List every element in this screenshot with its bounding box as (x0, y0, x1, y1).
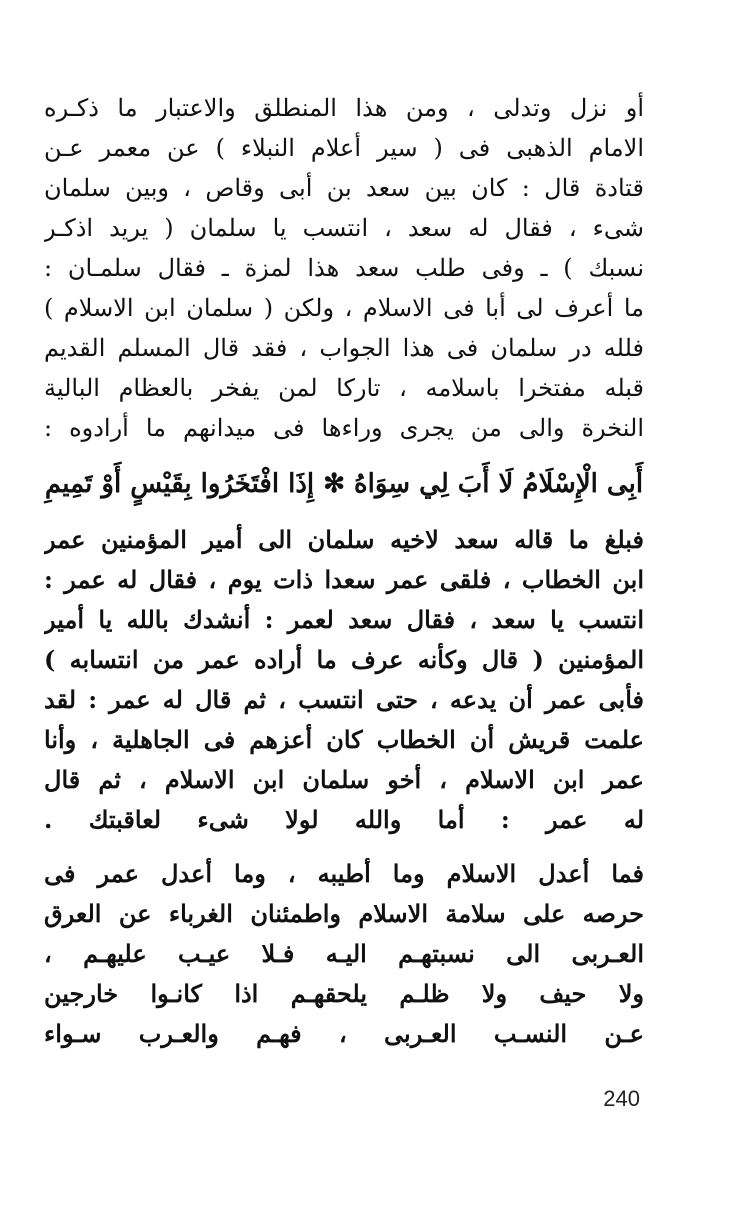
text-line: قتادة قال : كان بين سعد بن أبى وقاص ، وبين سلمان (44, 174, 644, 202)
text-line: عـن النسـب العـربى ، فهـم والعـرب سـواء (44, 1019, 644, 1048)
text-line: ما أعرف لى أبا فى الاسلام ، ولكن ( سلمان ابن الاسلام ) (44, 294, 644, 322)
text-line: المؤمنين ( قال وكأنه عرف ما أراده عمر من انتسابه ) (44, 645, 644, 674)
text-line: النخرة والى من يجرى وراءها فى ميدانهم ما أرادوه : (44, 414, 644, 442)
text-line: الامام الذهبى فى ( سير أعلام النبلاء ) عن معمر عـن (44, 134, 644, 162)
paragraph-2 (44, 520, 644, 840)
text-line: فما أعدل الاسلام وما أطيبه ، وما أعدل عمر فى (44, 859, 644, 888)
text-line: ولا حيف ولا ظلـم يلحقهـم اذا كانـوا خارجين (44, 979, 644, 1008)
text-line: فلله در سلمان فى هذا الجواب ، فقد قال المسلم القديم (44, 334, 644, 362)
poetry-verse: أَبِى الْإِسْلَامُ لَا أَبَ لِي سِوَاهُ ✻ إِذَا افْتَخَرُوا بِقَيْسٍ أَوْ تَمِيمِ (44, 469, 644, 499)
paragraph-1 (44, 88, 644, 448)
text-line: انتسب يا سعد ، فقال سعد لعمر : أنشدك بالله يا أمير (44, 605, 644, 634)
text-line: علمت قريش أن الخطاب كان أعزهم فى الجاهلية ، وأنا (44, 725, 644, 754)
text-line: قبله مفتخرا باسلامه ، تاركا لمن يفخر بالعظام البالية (44, 374, 644, 402)
text-line: أو نزل وتدلى ، ومن هذا المنطلق والاعتبار ما ذكـره (44, 94, 644, 122)
text-line: فأبى عمر أن يدعه ، حتى انتسب ، ثم قال له عمر : لقد (44, 685, 644, 714)
paragraph-3 (44, 854, 644, 1054)
page-number: 240 (603, 1086, 640, 1111)
text-line: حرصه على سلامة الاسلام واطمئنان الغرباء عن العرق (44, 899, 644, 928)
text-line: ابن الخطاب ، فلقى عمر سعدا ذات يوم ، فقال له عمر : (44, 565, 644, 594)
text-line: نسبك ) ـ وفى طلب سعد هذا لمزة ـ فقال سلمـان : (44, 254, 644, 282)
text-line: شىء ، فقال له سعد ، انتسب يا سلمان ( يريد اذكـر (44, 214, 644, 242)
text-line: فبلغ ما قاله سعد لاخيه سلمان الى أمير المؤمنين عمر (44, 525, 644, 554)
text-line: له عمر : أما والله لولا شىء لعاقبتك . (44, 805, 644, 834)
text-line: العـربى الى نسبتهـم اليـه فـلا عيـب عليهـم ، (44, 939, 644, 968)
text-line: عمر ابن الاسلام ، أخو سلمان ابن الاسلام ، ثم قال (44, 765, 644, 794)
